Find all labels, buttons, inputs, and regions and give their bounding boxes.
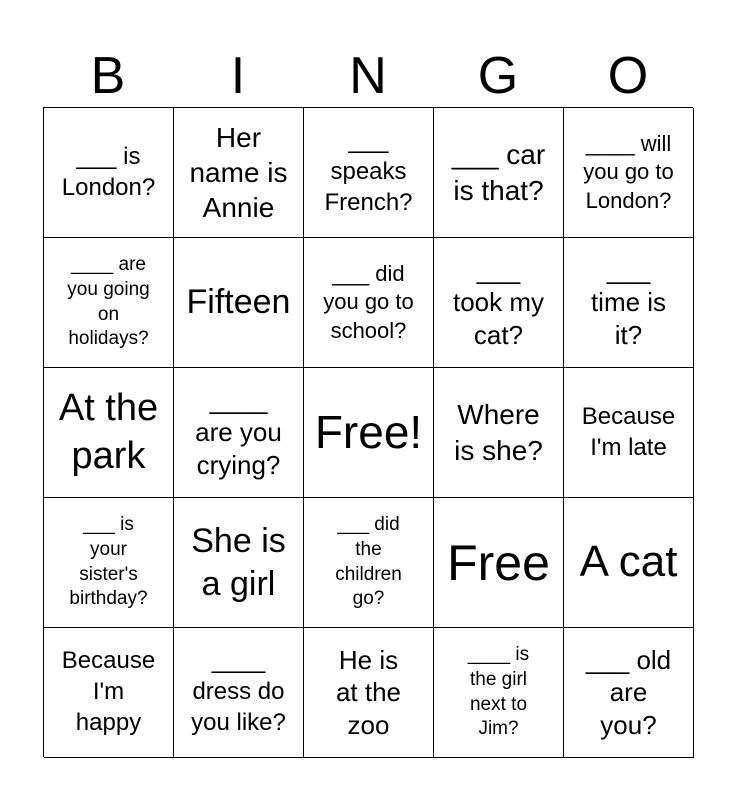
bingo-cell-r2c3[interactable]	[304, 238, 434, 368]
bingo-cell-r1c2[interactable]	[174, 108, 304, 238]
bingo-cell-r3c2[interactable]	[174, 368, 304, 498]
cell-text: At the park	[58, 387, 159, 477]
cell-text: ___ car is that?	[451, 139, 546, 206]
cell-text: ___ is your sister's birthday?	[69, 514, 148, 610]
cell-text: ____ are you going on holidays?	[67, 254, 150, 350]
bingo-cell-r1c1[interactable]	[44, 108, 174, 238]
header-letter-g: G	[477, 47, 519, 105]
bingo-cell-r4c5[interactable]	[564, 498, 694, 628]
bingo-board	[43, 107, 693, 757]
cell-text: A cat	[579, 537, 678, 587]
bingo-cell-r4c2[interactable]	[174, 498, 304, 628]
header-letter-b: B	[90, 47, 126, 105]
bingo-cell-r5c3[interactable]	[304, 628, 434, 758]
cell-text: Because I'm late	[581, 402, 676, 461]
cell-text: ____ is the girl next to Jim?	[467, 644, 530, 740]
bingo-cell-r1c5[interactable]	[564, 108, 694, 238]
bingo-cell-r3c3[interactable]	[304, 368, 434, 498]
bingo-cell-r5c5[interactable]	[564, 628, 694, 758]
cell-text: Free!	[314, 405, 423, 458]
bingo-cell-r2c5[interactable]	[564, 238, 694, 368]
bingo-header	[43, 46, 693, 106]
bingo-cell-r5c2[interactable]	[174, 628, 304, 758]
bingo-cell-r2c2[interactable]	[174, 238, 304, 368]
cell-text: She is a girl	[191, 522, 286, 603]
bingo-cell-r1c3[interactable]	[304, 108, 434, 238]
cell-text: ___ did you go to school?	[323, 261, 414, 343]
bingo-cell-r5c1[interactable]	[44, 628, 174, 758]
cell-text: ____ will you go to London?	[583, 131, 674, 213]
cell-text: ___ did the children go?	[335, 514, 402, 610]
bingo-cell-r4c3[interactable]	[304, 498, 434, 628]
header-letter-o: O	[607, 47, 649, 105]
cell-text: Her name is Annie	[189, 121, 288, 224]
cell-text: ___ took my cat?	[452, 254, 545, 350]
header-letter-i: I	[230, 47, 246, 105]
cell-text: Free	[447, 534, 550, 591]
cell-text: ___ speaks French?	[324, 127, 413, 216]
bingo-cell-r3c1[interactable]	[44, 368, 174, 498]
bingo-cell-r2c1[interactable]	[44, 238, 174, 368]
cell-text: ___ time is it?	[590, 254, 667, 350]
bingo-cell-r5c4[interactable]	[434, 628, 564, 758]
cell-text: He is at the zoo	[335, 644, 402, 740]
bingo-cell-r3c4[interactable]	[434, 368, 564, 498]
cell-text: Where is she?	[454, 399, 543, 466]
cell-text: ____ dress do you like?	[191, 647, 286, 736]
cell-text: Fifteen	[186, 283, 291, 322]
bingo-cell-r4c1[interactable]	[44, 498, 174, 628]
cell-text: ___ is London?	[61, 142, 156, 201]
bingo-cell-r2c4[interactable]	[434, 238, 564, 368]
bingo-cell-r4c4[interactable]	[434, 498, 564, 628]
cell-text: ___ old are you?	[585, 644, 672, 740]
bingo-cell-r1c4[interactable]	[434, 108, 564, 238]
bingo-cell-r3c5[interactable]	[564, 368, 694, 498]
cell-text: ____ are you crying?	[195, 384, 282, 480]
header-letter-n: N	[349, 47, 387, 105]
cell-text: Because I'm happy	[61, 647, 156, 736]
